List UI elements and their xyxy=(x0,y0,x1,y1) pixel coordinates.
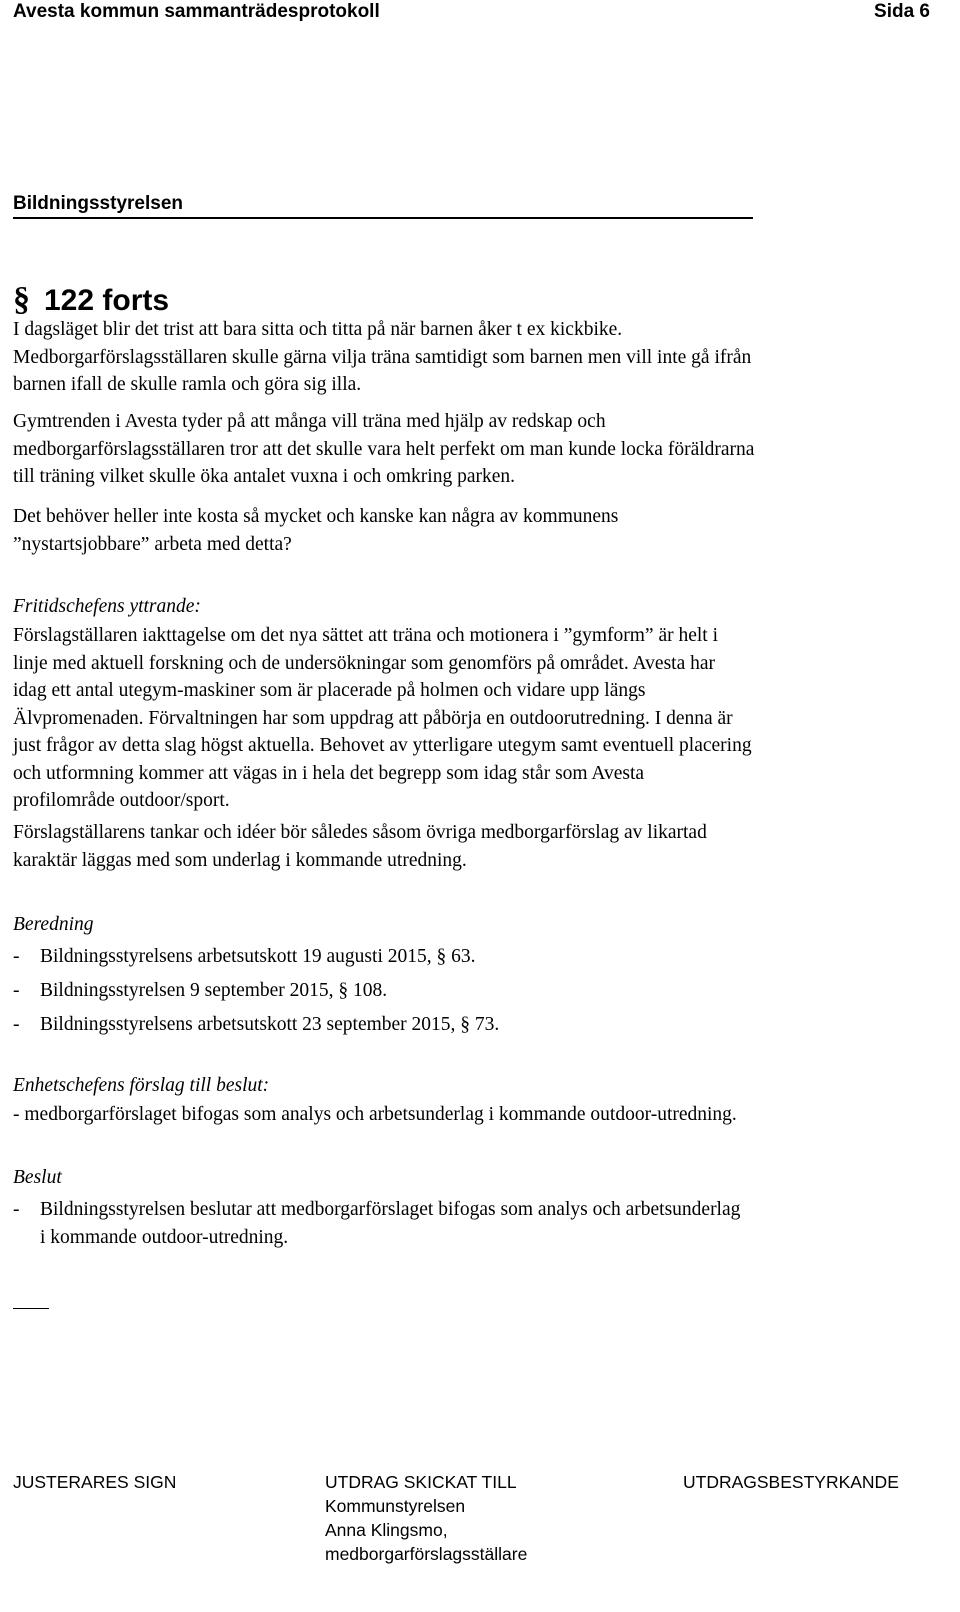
footer-recipient: Kommunstyrelsen xyxy=(325,1496,466,1516)
paragraph-sign: § xyxy=(13,281,30,318)
document-title: Avesta kommun sammanträdesprotokoll xyxy=(13,1,380,22)
text-line: Gymtrenden i Avesta tyder på att många vill träna med hjälp av redskap och xyxy=(13,411,606,432)
section-heading xyxy=(13,281,169,319)
beredning-item-text: Bildningsstyrelsen 9 september 2015, § 108. xyxy=(40,980,388,1001)
enhet-proposal: - medborgarförslaget bifogas som analys och arbetsunderlag i kommande outdoor-utredning. xyxy=(13,1104,737,1125)
text-line: idag ett antal utegym-maskiner som är placerade på holmen och vidare upp längs xyxy=(13,680,646,701)
text-line: ”nystartsjobbare” arbeta med detta? xyxy=(13,533,292,555)
beredning-item-text: Bildningsstyrelsens arbetsutskott 19 augusti 2015, § 63. xyxy=(40,946,476,967)
text-line: karaktär läggas med som underlag i kommande utredning. xyxy=(13,849,467,871)
footer-recipient: medborgarförslagsställare xyxy=(325,1544,528,1564)
text-line: profilområde outdoor/sport. xyxy=(13,790,230,811)
beredning-item xyxy=(13,943,475,971)
footer-utdragsbestyrkande: UTDRAGSBESTYRKANDE xyxy=(683,1472,899,1492)
text-line: Förslagställarens tankar och idéer bör således såsom övriga medborgarförslag av likartad xyxy=(13,822,707,843)
text-line: Förslagställaren iakttagelse om det nya sättet att träna och motionera i ”gymform” är helt i xyxy=(13,625,719,646)
paragraph-intro xyxy=(13,316,943,399)
beredning-item xyxy=(13,977,387,1005)
text-line: och utformning kommer att vägas in i hela det begrepp som idag står som Avesta xyxy=(13,762,645,784)
text-line: Älvpromenaden. Förvaltningen har som uppdrag att påbörja en outdoorutredning. I denna är xyxy=(13,707,733,729)
text-line: till träning vilket skulle öka antalet vuxna i och omkring parken. xyxy=(13,466,516,487)
list-dash: - xyxy=(13,1014,20,1035)
enhet-heading: Enhetschefens förslag till beslut: xyxy=(13,1075,270,1096)
beredning-item-text: Bildningsstyrelsens arbetsutskott 23 september 2015, § 73. xyxy=(40,1014,500,1035)
paragraph-fritid xyxy=(13,622,943,815)
beslut-text: Bildningsstyrelsen beslutar att medborgarförslaget bifogas som analys och arbetsunderlag xyxy=(40,1199,741,1220)
text-line: barnen ifall de skulle ramla och göra sig illa. xyxy=(13,374,362,395)
list-dash: - xyxy=(13,946,20,967)
paragraph-fritid-conclusion xyxy=(13,819,943,874)
text-line: Medborgarförslagsställaren skulle gärna vilja träna samtidigt som barnen men vill inte gå ifrån xyxy=(13,346,752,368)
list-dash: - xyxy=(13,980,20,1001)
beslut-continuation: i kommande outdoor-utredning. xyxy=(40,1227,289,1248)
page-number: Sida 6 xyxy=(874,1,930,22)
fritid-heading: Fritidschefens yttrande: xyxy=(13,596,201,617)
beredning-item xyxy=(13,1011,499,1039)
text-line: linje med aktuell forskning och de undersökningar som genomförs på området. Avesta har xyxy=(13,652,715,674)
footer-recipient: Anna Klingsmo, xyxy=(325,1520,448,1540)
committee-underline xyxy=(13,217,753,219)
end-rule xyxy=(13,1308,49,1309)
text-line: medborgarförslagsställaren tror att det skulle vara helt perfekt om man kunde locka föräldrarna xyxy=(13,438,755,460)
beredning-heading: Beredning xyxy=(13,914,94,935)
committee-name: Bildningsstyrelsen xyxy=(13,193,183,214)
footer-justerares-sign: JUSTERARES SIGN xyxy=(13,1472,177,1492)
paragraph-cost xyxy=(13,503,943,558)
list-dash: - xyxy=(13,1199,20,1220)
text-line: I dagsläget blir det trist att bara sitta och titta på när barnen åker t ex kickbike. xyxy=(13,319,623,340)
footer-utdrag-skickat xyxy=(325,1470,527,1566)
beslut-item xyxy=(13,1196,740,1224)
section-number: 122 forts xyxy=(44,284,170,317)
text-line: Det behöver heller inte kosta så mycket och kanske kan några av kommunens xyxy=(13,506,619,527)
paragraph-gymtrend xyxy=(13,408,943,491)
footer-col-title: UTDRAG SKICKAT TILL xyxy=(325,1472,517,1492)
text-line: just frågor av detta slag högst aktuella. Behovet av ytterligare utegym samt eventuell placering xyxy=(13,735,752,756)
beslut-heading: Beslut xyxy=(13,1167,62,1188)
